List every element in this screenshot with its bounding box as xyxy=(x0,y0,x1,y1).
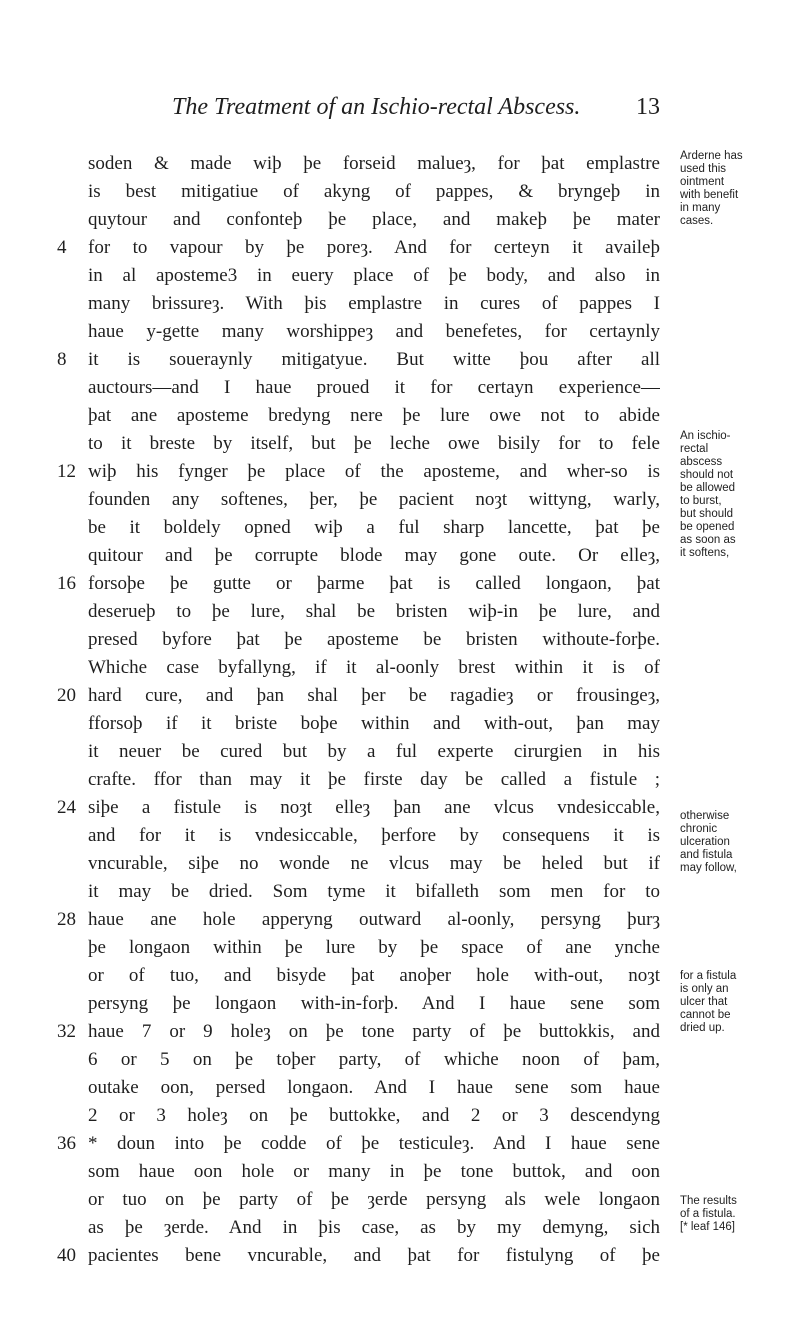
line-text: quitour and þe corrupte blode may gone oute. Or elleȝ, xyxy=(88,545,660,566)
sidenote xyxy=(680,430,792,560)
line-text: forsoþe þe gutte or þarme þat is called longaon, þat xyxy=(88,573,660,594)
line-text: or of tuo, and bisyde þat anoþer hole with-out, noȝt xyxy=(88,965,660,986)
sidenote-line: be opened xyxy=(680,521,735,533)
sidenote-line: Arderne has xyxy=(680,150,743,162)
sidenote xyxy=(680,810,792,875)
line-text: wiþ his fynger þe place of the aposteme, and wher-so is xyxy=(88,461,660,482)
text-line xyxy=(60,1214,660,1242)
text-line xyxy=(57,346,660,374)
sidenote-line: ointment xyxy=(680,176,725,188)
line-number: 32 xyxy=(57,1021,76,1042)
line-text: founden any softenes, þer, þe pacient noȝt wittyng, warly, xyxy=(88,489,660,510)
sidenote-line: is only an xyxy=(680,983,729,995)
line-text: persyng þe longaon with-in-forþ. And I haue sene som xyxy=(88,993,660,1014)
text-line xyxy=(57,794,660,822)
line-text: presed byfore þat þe aposteme be bristen withoute-forþe. xyxy=(88,629,660,650)
sidenote-line: used this xyxy=(680,163,727,175)
line-number: 28 xyxy=(57,909,76,930)
text-line xyxy=(60,1186,660,1214)
line-text: haue ane hole apperyng outward al-oonly, persyng þurȝ xyxy=(88,909,660,930)
sidenote-line: otherwise xyxy=(680,810,730,822)
text-line xyxy=(60,1102,660,1130)
text-line xyxy=(60,710,660,738)
line-text: outake oon, persed longaon. And I haue sene som haue xyxy=(88,1077,660,1098)
line-text: vncurable, siþe no wonde ne vlcus may be heled but if xyxy=(88,853,660,874)
line-text: it may be dried. Som tyme it bifalleth som men for to xyxy=(88,881,660,902)
line-text: quytour and confonteþ þe place, and makeþ þe mater xyxy=(88,209,660,230)
text-line xyxy=(57,458,660,486)
text-line xyxy=(60,990,660,1018)
text-line xyxy=(60,878,660,906)
text-line xyxy=(60,150,660,178)
sidenote-line: The results xyxy=(680,1195,737,1207)
line-text: pacientes bene vncurable, and þat for fistulyng of þe xyxy=(88,1245,660,1266)
line-text: it neuer be cured but by a ful experte cirurgien in his xyxy=(88,741,660,762)
text-line xyxy=(60,178,660,206)
text-line xyxy=(57,1242,660,1270)
text-line xyxy=(60,822,660,850)
line-number: 24 xyxy=(57,797,76,818)
sidenote-line: with benefit xyxy=(680,189,739,201)
sidenote-line: [* leaf 146] xyxy=(680,1221,735,1233)
text-line xyxy=(57,906,660,934)
text-line xyxy=(57,234,660,262)
line-number: 4 xyxy=(57,237,67,258)
text-line xyxy=(60,626,660,654)
sidenote-line: dried up. xyxy=(680,1022,725,1034)
sidenote-line: to burst, xyxy=(680,495,722,507)
line-text: or tuo on þe party of þe ȝerde persyng als wele longaon xyxy=(88,1189,660,1210)
sidenote-line: ulceration xyxy=(680,836,730,848)
text-line xyxy=(60,1074,660,1102)
sidenote xyxy=(680,970,792,1035)
line-text: 6 or 5 on þe toþer party, of whiche noon of þam, xyxy=(88,1049,660,1070)
text-line xyxy=(57,1130,660,1158)
line-text: auctours—and I haue proued it for certayn experience— xyxy=(88,377,660,398)
sidenote-line: cases. xyxy=(680,215,714,227)
text-line xyxy=(60,206,660,234)
line-number: 12 xyxy=(57,461,76,482)
line-number: 16 xyxy=(57,573,76,594)
text-line xyxy=(60,542,660,570)
sidenote-line: ulcer that xyxy=(680,996,728,1008)
text-line xyxy=(60,766,660,794)
line-text: be it boldely opned wiþ a ful sharp lancette, þat þe xyxy=(88,517,660,538)
text-line xyxy=(60,290,660,318)
text-line xyxy=(60,430,660,458)
line-text: to it breste by itself, but þe leche owe bisily for to fele xyxy=(88,433,660,454)
sidenote-line: An ischio- xyxy=(680,430,731,442)
line-text: as þe ȝerde. And in þis case, as by my demyng, sich xyxy=(88,1217,660,1238)
text-line xyxy=(60,514,660,542)
text-line xyxy=(60,962,660,990)
main-text xyxy=(57,150,660,1270)
line-number: 40 xyxy=(57,1245,76,1266)
sidenote-line: in many xyxy=(680,202,721,214)
sidenote-line: may follow, xyxy=(680,862,737,874)
text-line xyxy=(60,402,660,430)
line-text: þat ane aposteme bredyng nere þe lure owe not to abide xyxy=(88,405,660,426)
line-text: it is soueraynly mitigatyue. But witte þou after all xyxy=(88,349,660,370)
text-line xyxy=(60,738,660,766)
line-text: som haue oon hole or many in þe tone buttok, and oon xyxy=(88,1161,660,1182)
line-text: many brissureȝ. With þis emplastre in cures of pappes I xyxy=(88,293,660,314)
sidenote xyxy=(680,1195,792,1234)
text-line xyxy=(60,1046,660,1074)
sidenote-line: should not xyxy=(680,469,734,481)
line-text: þe longaon within þe lure by þe space of ane ynche xyxy=(88,937,660,958)
text-line xyxy=(60,850,660,878)
text-line xyxy=(60,934,660,962)
text-line xyxy=(60,374,660,402)
sidenote-line: be allowed xyxy=(680,482,735,494)
running-header xyxy=(172,94,660,128)
sidenote-line: and fistula xyxy=(680,849,733,861)
text-line xyxy=(60,486,660,514)
text-line xyxy=(60,654,660,682)
line-text: siþe a fistule is noȝt elleȝ þan ane vlcus vndesiccable, xyxy=(88,797,660,818)
line-text: is best mitigatiue of akyng of pappes, & bryngeþ in xyxy=(88,181,660,202)
line-text: * doun into þe codde of þe testiculeȝ. And I haue sene xyxy=(88,1133,660,1154)
text-line xyxy=(60,1158,660,1186)
line-text: for to vapour by þe poreȝ. And for certeyn it availeþ xyxy=(88,237,660,258)
sidenote-line: chronic xyxy=(680,823,718,835)
sidenote xyxy=(680,150,792,228)
line-number: 36 xyxy=(57,1133,76,1154)
line-number: 8 xyxy=(57,349,67,370)
sidenote-line: rectal xyxy=(680,443,709,455)
line-text: Whiche case byfallyng, if it al-oonly brest within it is of xyxy=(88,657,660,678)
sidenote-line: of a fistula. xyxy=(680,1208,736,1220)
text-line xyxy=(60,318,660,346)
text-line xyxy=(57,1018,660,1046)
line-number: 20 xyxy=(57,685,76,706)
sidenote-line: as soon as xyxy=(680,534,736,546)
sidenote-line: cannot be xyxy=(680,1009,731,1021)
line-text: in al aposteme3 in euery place of þe body, and also in xyxy=(88,265,660,286)
line-text: crafte. ffor than may it þe firste day be called a fistule ; xyxy=(88,769,660,790)
sidenote-line: it softens, xyxy=(680,547,730,559)
line-text: haue 7 or 9 holeȝ on þe tone party of þe buttokkis, and xyxy=(88,1021,660,1042)
text-line xyxy=(57,570,660,598)
text-line xyxy=(60,262,660,290)
text-line xyxy=(60,598,660,626)
line-text: fforsoþ if it briste boþe within and with-out, þan may xyxy=(88,713,660,734)
page-number: 13 xyxy=(636,94,660,120)
line-text: haue y-gette many worshippeȝ and benefetes, for certaynly xyxy=(88,321,660,342)
text-line xyxy=(57,682,660,710)
sidenote-line: abscess xyxy=(680,456,723,468)
line-text: deserueþ to þe lure, shal be bristen wiþ-in þe lure, and xyxy=(88,601,660,622)
sidenote-line: for a fistula xyxy=(680,970,737,982)
sidenote-line: but should xyxy=(680,508,734,520)
running-title: The Treatment of an Ischio-rectal Abscess. xyxy=(172,94,581,120)
line-text: soden & made wiþ þe forseid malueȝ, for þat emplastre xyxy=(88,153,660,174)
line-text: and for it is vndesiccable, þerfore by consequens it is xyxy=(88,825,660,846)
line-text: hard cure, and þan shal þer be ragadieȝ or frousingeȝ, xyxy=(88,685,660,706)
line-text: 2 or 3 holeȝ on þe buttokke, and 2 or 3 descendyng xyxy=(88,1105,660,1126)
